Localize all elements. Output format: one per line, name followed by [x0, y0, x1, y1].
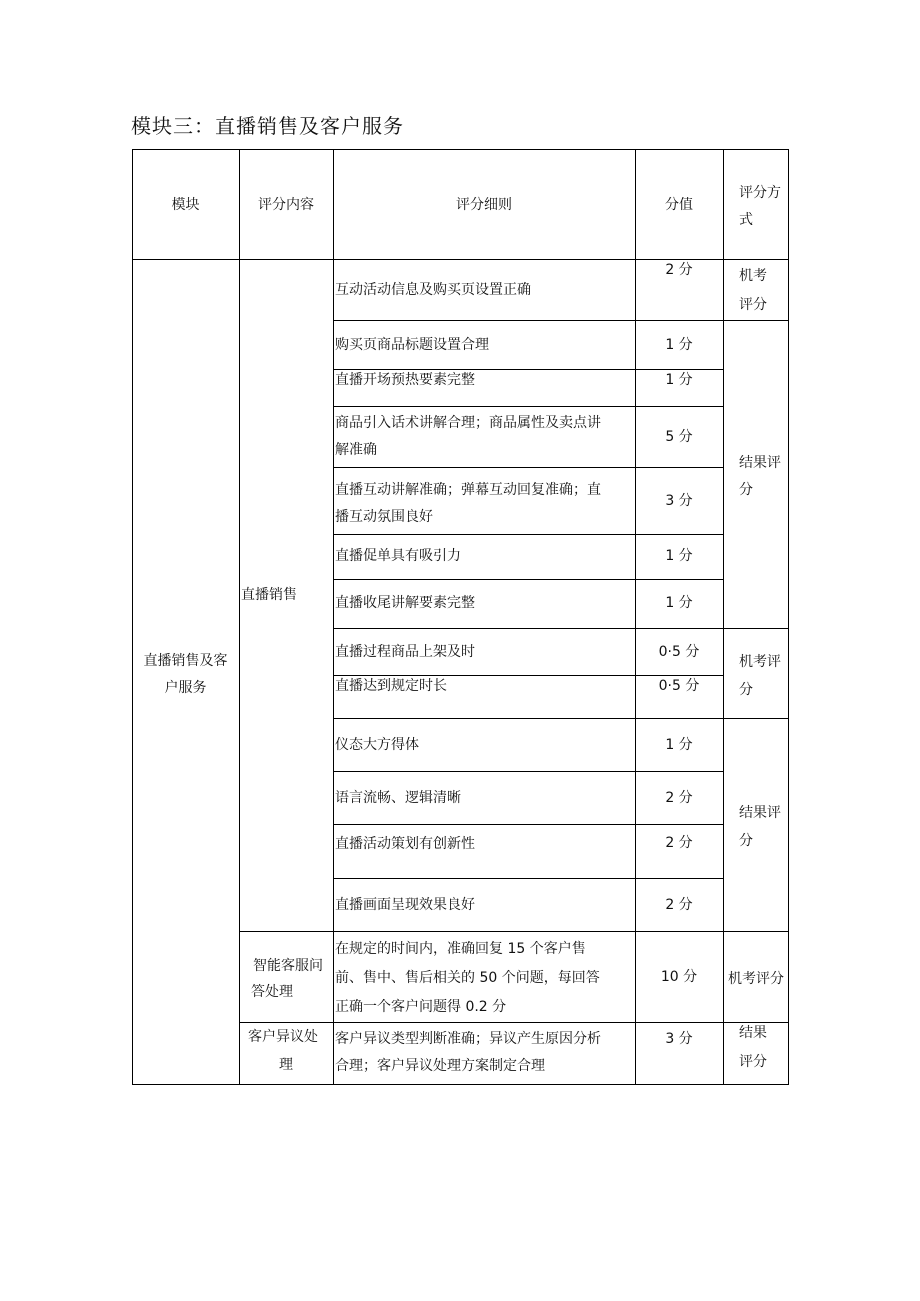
- detail-row-2: 购买页商品标题设置合理: [335, 337, 489, 353]
- page-title: 模块三：直播销售及客户服务: [131, 114, 404, 138]
- score-row-5: 3 分: [665, 493, 693, 509]
- score-row-14: 10 分: [660, 969, 698, 985]
- header-detail: 评分细则: [456, 197, 512, 213]
- score-row-4: 5 分: [665, 429, 693, 445]
- score-row-10: 1 分: [665, 737, 693, 753]
- detail-row-7: 直播收尾讲解要素完整: [335, 595, 475, 611]
- method-6-line2: 评分: [739, 1054, 767, 1070]
- detail-row-15-line1: 客户异议类型判断准确；异议产生原因分析: [335, 1031, 601, 1047]
- detail-row-5-line2: 播互动氛围良好: [335, 509, 433, 525]
- detail-row-14-line3: 正确一个客户问题得 0.2 分: [335, 999, 507, 1015]
- content-smart-cs-line2: 答处理: [251, 984, 293, 1000]
- method-2-line1: 结果评: [739, 455, 781, 471]
- score-row-13: 2 分: [665, 897, 693, 913]
- score-row-3: 1 分: [665, 372, 693, 388]
- content-smart-cs-line1: 智能客服问: [253, 958, 323, 974]
- detail-row-10: 仪态大方得体: [335, 737, 419, 753]
- module-name-line2: 户服务: [164, 680, 207, 696]
- score-row-7: 1 分: [665, 595, 693, 611]
- method-4-line1: 结果评: [739, 805, 781, 821]
- detail-row-4-line1: 商品引入话术讲解合理；商品属性及卖点讲: [335, 415, 601, 431]
- detail-row-14-line1: 在规定的时间内，准确回复 15 个客户售: [335, 941, 586, 957]
- header-module: 模块: [171, 197, 200, 213]
- header-content: 评分内容: [258, 197, 314, 213]
- detail-row-1: 互动活动信息及购买页设置正确: [335, 282, 531, 298]
- method-3-line2: 分: [739, 682, 753, 698]
- score-row-2: 1 分: [665, 337, 693, 353]
- content-objection-line2: 理: [279, 1057, 293, 1073]
- header-method-line2: 式: [739, 212, 753, 228]
- score-row-15: 3 分: [665, 1031, 693, 1047]
- detail-row-9: 直播达到规定时长: [335, 678, 447, 694]
- detail-row-4-line2: 解准确: [335, 442, 377, 458]
- score-row-1: 2 分: [665, 262, 693, 278]
- header-score: 分值: [665, 197, 693, 213]
- method-1-line2: 评分: [739, 297, 767, 313]
- method-5: 机考评分: [728, 971, 784, 987]
- detail-row-12: 直播活动策划有创新性: [335, 836, 475, 852]
- content-objection-line1: 客户异议处: [248, 1029, 318, 1045]
- method-3-line1: 机考评: [739, 654, 781, 670]
- content-live-sales: 直播销售: [241, 587, 297, 603]
- detail-row-5-line1: 直播互动讲解准确；弹幕互动回复准确；直: [335, 482, 601, 498]
- detail-row-8: 直播过程商品上架及时: [335, 644, 475, 660]
- detail-row-11: 语言流畅、逻辑清晰: [335, 790, 461, 806]
- method-4-line2: 分: [739, 833, 753, 849]
- score-row-11: 2 分: [665, 790, 693, 806]
- score-row-8: 0·5 分: [658, 644, 700, 660]
- method-2-line2: 分: [739, 482, 753, 498]
- module-name-line1: 直播销售及客: [143, 653, 228, 669]
- detail-row-15-line2: 合理；客户异议处理方案制定合理: [335, 1058, 545, 1074]
- detail-row-6: 直播促单具有吸引力: [335, 548, 461, 564]
- header-method-line1: 评分方: [739, 185, 781, 201]
- method-1-line1: 机考: [739, 268, 767, 284]
- score-row-12: 2 分: [665, 835, 693, 851]
- score-row-9: 0·5 分: [658, 678, 700, 694]
- detail-row-3: 直播开场预热要素完整: [335, 372, 475, 388]
- method-6-line1: 结果: [739, 1025, 767, 1041]
- score-row-6: 1 分: [665, 548, 693, 564]
- detail-row-13: 直播画面呈现效果良好: [335, 897, 475, 913]
- detail-row-14-line2: 前、售中、售后相关的 50 个问题，每回答: [335, 970, 600, 986]
